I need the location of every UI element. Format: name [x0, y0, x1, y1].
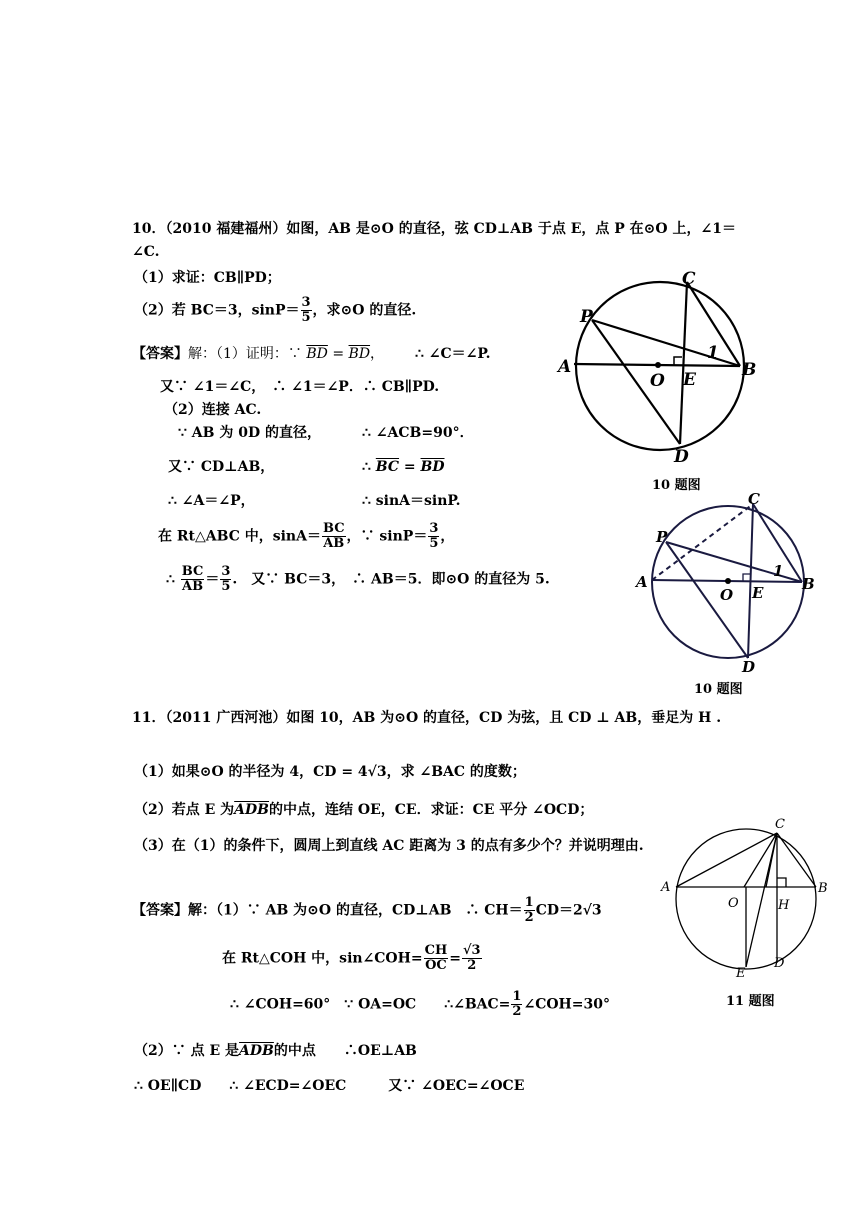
right-angle-mark: [743, 574, 750, 581]
q10-answer-line4a: ∵ AB 为 0D 的直径，: [178, 425, 321, 441]
q10-answer-line6a: ∴ ∠A＝∠P，: [168, 493, 255, 509]
figure-11: [656, 815, 836, 990]
figure-10-bottom: [630, 490, 830, 680]
q10-answer-line1: 【答案】解：（1）证明：∵ $\overline{BD} = \overline{BD}$，: [132, 346, 385, 362]
chord-cd: [680, 282, 687, 444]
q11-answer-line2: 在 Rt△COH 中，sin∠COH= $\frac{CH}{OC}$ = $\frac{√3}{2}$: [222, 943, 481, 973]
q10-part2: （2）若 BC＝3，sinP＝ $\frac{3}{5}$ ，求⊙O 的直径.: [134, 295, 417, 325]
q10-answer-line8: ∴ $\frac{BC}{AB}$ ＝ $\frac{3}{5}$ . 又∵ BC＝3， ∴ AB＝5．即⊙O 的直径为 5.: [166, 564, 550, 594]
label-p: P: [580, 307, 593, 327]
q11-head: 11．（2011 广西河池）如图 10，AB 为⊙O 的直径，CD 为弦，且 CD ⊥ AB，垂足为 H .: [132, 710, 722, 726]
label-o: O: [728, 896, 739, 911]
q10-answer-line6b: ∴ sinA＝sinP.: [362, 493, 461, 509]
q10-answer-line5b: ∴ $\overline{BC} = \overline{BD}$: [362, 459, 445, 475]
label-c: C: [775, 817, 785, 832]
q10-answer-line1b: ∴ ∠C＝∠P.: [415, 346, 491, 362]
q10-answer-line4b: ∴ ∠ACB=90°．: [362, 425, 474, 441]
figure-11-caption: 11 题图: [726, 994, 775, 1009]
figure-10-top-caption: 10 题图: [652, 478, 701, 493]
figure-10-top: [552, 268, 772, 468]
q10-answer-line7: 在 Rt△ABC 中，sinA＝ $\frac{BC}{AB}$ ，∵ sinP＝ $\frac{3}{5}$ ，: [158, 521, 455, 551]
label-angle-1: 1: [707, 343, 719, 363]
label-d: D: [674, 447, 689, 467]
label-e: E: [683, 370, 696, 390]
q11-part1: （1）如果⊙O 的半径为 4，CD = 4√3，求 ∠BAC 的度数；: [134, 764, 526, 780]
label-o: O: [720, 586, 734, 604]
label-e: E: [752, 584, 764, 602]
q10-part1: （1）求证：CB∥PD；: [134, 270, 281, 286]
label-p: P: [656, 528, 668, 546]
label-a: A: [636, 573, 648, 591]
label-c: C: [748, 490, 760, 508]
q11-answer-line4: （2）∵ 点 E 是$\overline{ADB}$的中点 ∴OE⊥AB: [134, 1043, 417, 1059]
label-h: H: [778, 898, 790, 913]
line-cb: [777, 833, 816, 887]
label-d: D: [774, 956, 785, 971]
q10-head-cont: ∠C.: [132, 244, 160, 260]
label-b: B: [818, 881, 828, 896]
q10-answer-line5a: 又∵ CD⊥AB，: [168, 459, 275, 475]
label-b: B: [742, 360, 757, 380]
right-angle-mark: [777, 878, 786, 887]
q11-answer-line5: ∴ OE∥CD ∴ ∠ECD=∠OEC 又∵ ∠OEC=∠OCE: [134, 1078, 525, 1094]
figure-10-bottom-caption: 10 题图: [694, 682, 743, 697]
q11-answer-line3: ∴ ∠COH=60° ∵ OA=OC ∴∠BAC= $\frac{1}{2}$ ∠COH=30°: [230, 989, 610, 1019]
center-dot: [725, 578, 731, 584]
label-d: D: [742, 658, 756, 676]
q10-head: 10．（2010 福建福州）如图，AB 是⊙O 的直径，弦 CD⊥AB 于点 E，点 P 在⊙O 上，∠1＝: [132, 221, 736, 237]
label-b: B: [802, 575, 815, 593]
label-o: O: [650, 371, 665, 391]
q11-part3: （3）在（1）的条件下，圆周上到直线 AC 距离为 3 的点有多少个？并说明理由.: [134, 838, 644, 854]
label-angle-1: 1: [773, 562, 784, 580]
label-a: A: [558, 357, 572, 377]
right-angle-mark: [674, 357, 682, 365]
q10-answer-line3: （2）连接 AC.: [164, 402, 262, 418]
center-dot: [655, 362, 661, 368]
label-e: E: [736, 966, 746, 981]
label-c: C: [682, 269, 696, 289]
line-pd: [592, 320, 680, 444]
q11-answer-line1: 【答案】解：（1）∵ AB 为⊙O 的直径，CD⊥AB ∴ CH＝ $\frac{1}{2}$ CD＝2√3: [132, 895, 602, 925]
q10-answer-line2: 又∵ ∠1＝∠C， ∴ ∠1＝∠P．∴ CB∥PD.: [160, 379, 440, 395]
line-ac: [676, 833, 777, 887]
q11-part2: （2）若点 E 为$\overline{ADB}$的中点，连结 OE，CE．求证：CE 平分 ∠OCD；: [134, 802, 594, 818]
label-a: A: [661, 880, 671, 895]
